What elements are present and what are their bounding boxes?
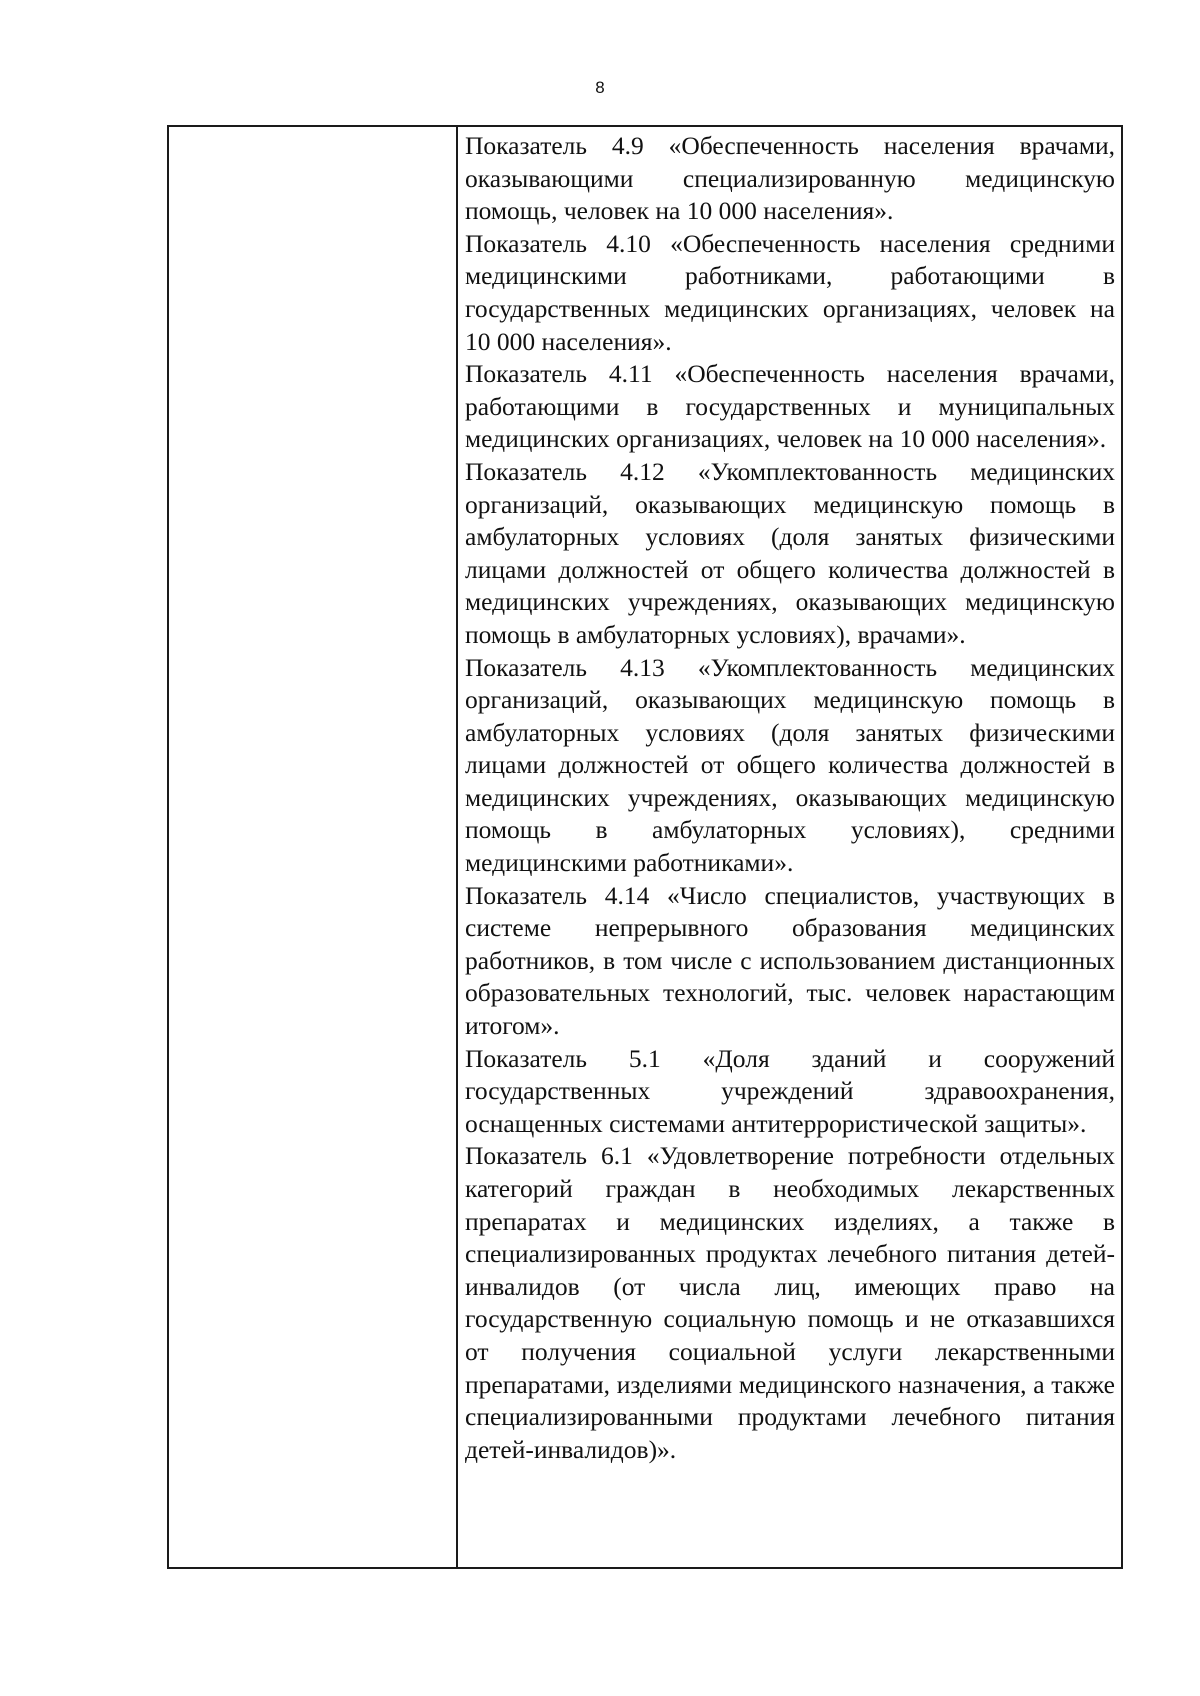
page-number: 8: [595, 78, 605, 97]
indicator-4-10-paragraph: Показатель 4.10 «Обеспеченность населения средними медицинскими работниками, работающими в государственных медицинских организациях, человек на 10 000 населения».: [465, 228, 1115, 356]
table-left-cell: [169, 127, 456, 1567]
column-divider: [456, 127, 458, 1567]
indicator-4-9-paragraph: Показатель 4.9 «Обеспеченность населения врачами, оказывающими специализированную медицинскую помощь, человек на 10 000 населения».: [465, 131, 1115, 226]
indicator-4-11-paragraph: Показатель 4.11 «Обеспеченность населения врачами, работающими в государственных и муниципальных медицинских организациях, человек на 10 000 населения».: [465, 359, 1115, 454]
indicators-table: [167, 125, 1123, 1569]
indicator-4-13-paragraph: Показатель 4.13 «Укомплектованность медицинских организаций, оказывающих медицинскую помощь в амбулаторных условиях (доля занятых физическими лицами должностей от общего количества должностей в медицинских учреждениях, оказывающих медицинскую помощь в амбулаторных условиях), средними медицинскими работниками».: [465, 652, 1115, 878]
table-right-cell: [465, 130, 1115, 1466]
indicator-4-12-paragraph: Показатель 4.12 «Укомплектованность медицинских организаций, оказывающих медицинскую помощь в амбулаторных условиях (доля занятых физическими лицами должностей от общего количества должностей в медицинских учреждениях, оказывающих медицинскую помощь в амбулаторных условиях), врачами».: [465, 456, 1115, 649]
indicator-5-1-paragraph: Показатель 5.1 «Доля зданий и сооружений государственных учреждений здравоохранения, оснащенных системами антитеррористической защиты».: [465, 1043, 1115, 1138]
indicator-4-14-paragraph: Показатель 4.14 «Число специалистов, участвующих в системе непрерывного образования медицинских работников, в том числе с использованием дистанционных образовательных технологий, тыс. человек нарастающим итогом».: [465, 880, 1115, 1041]
indicator-6-1-paragraph: Показатель 6.1 «Удовлетворение потребности отдельных категорий граждан в необходимых лекарственных препаратах и медицинских изделиях, а также в специализированных продуктах лечебного питания детей-инвалидов (от числа лиц, имеющих право на государственную социальную помощь и не отказавшихся от получения социальной услуги лекарственными препаратами, изделиями медицинского назначения, а также специализированными продуктами лечебного питания детей-инвалидов)».: [465, 1141, 1115, 1464]
